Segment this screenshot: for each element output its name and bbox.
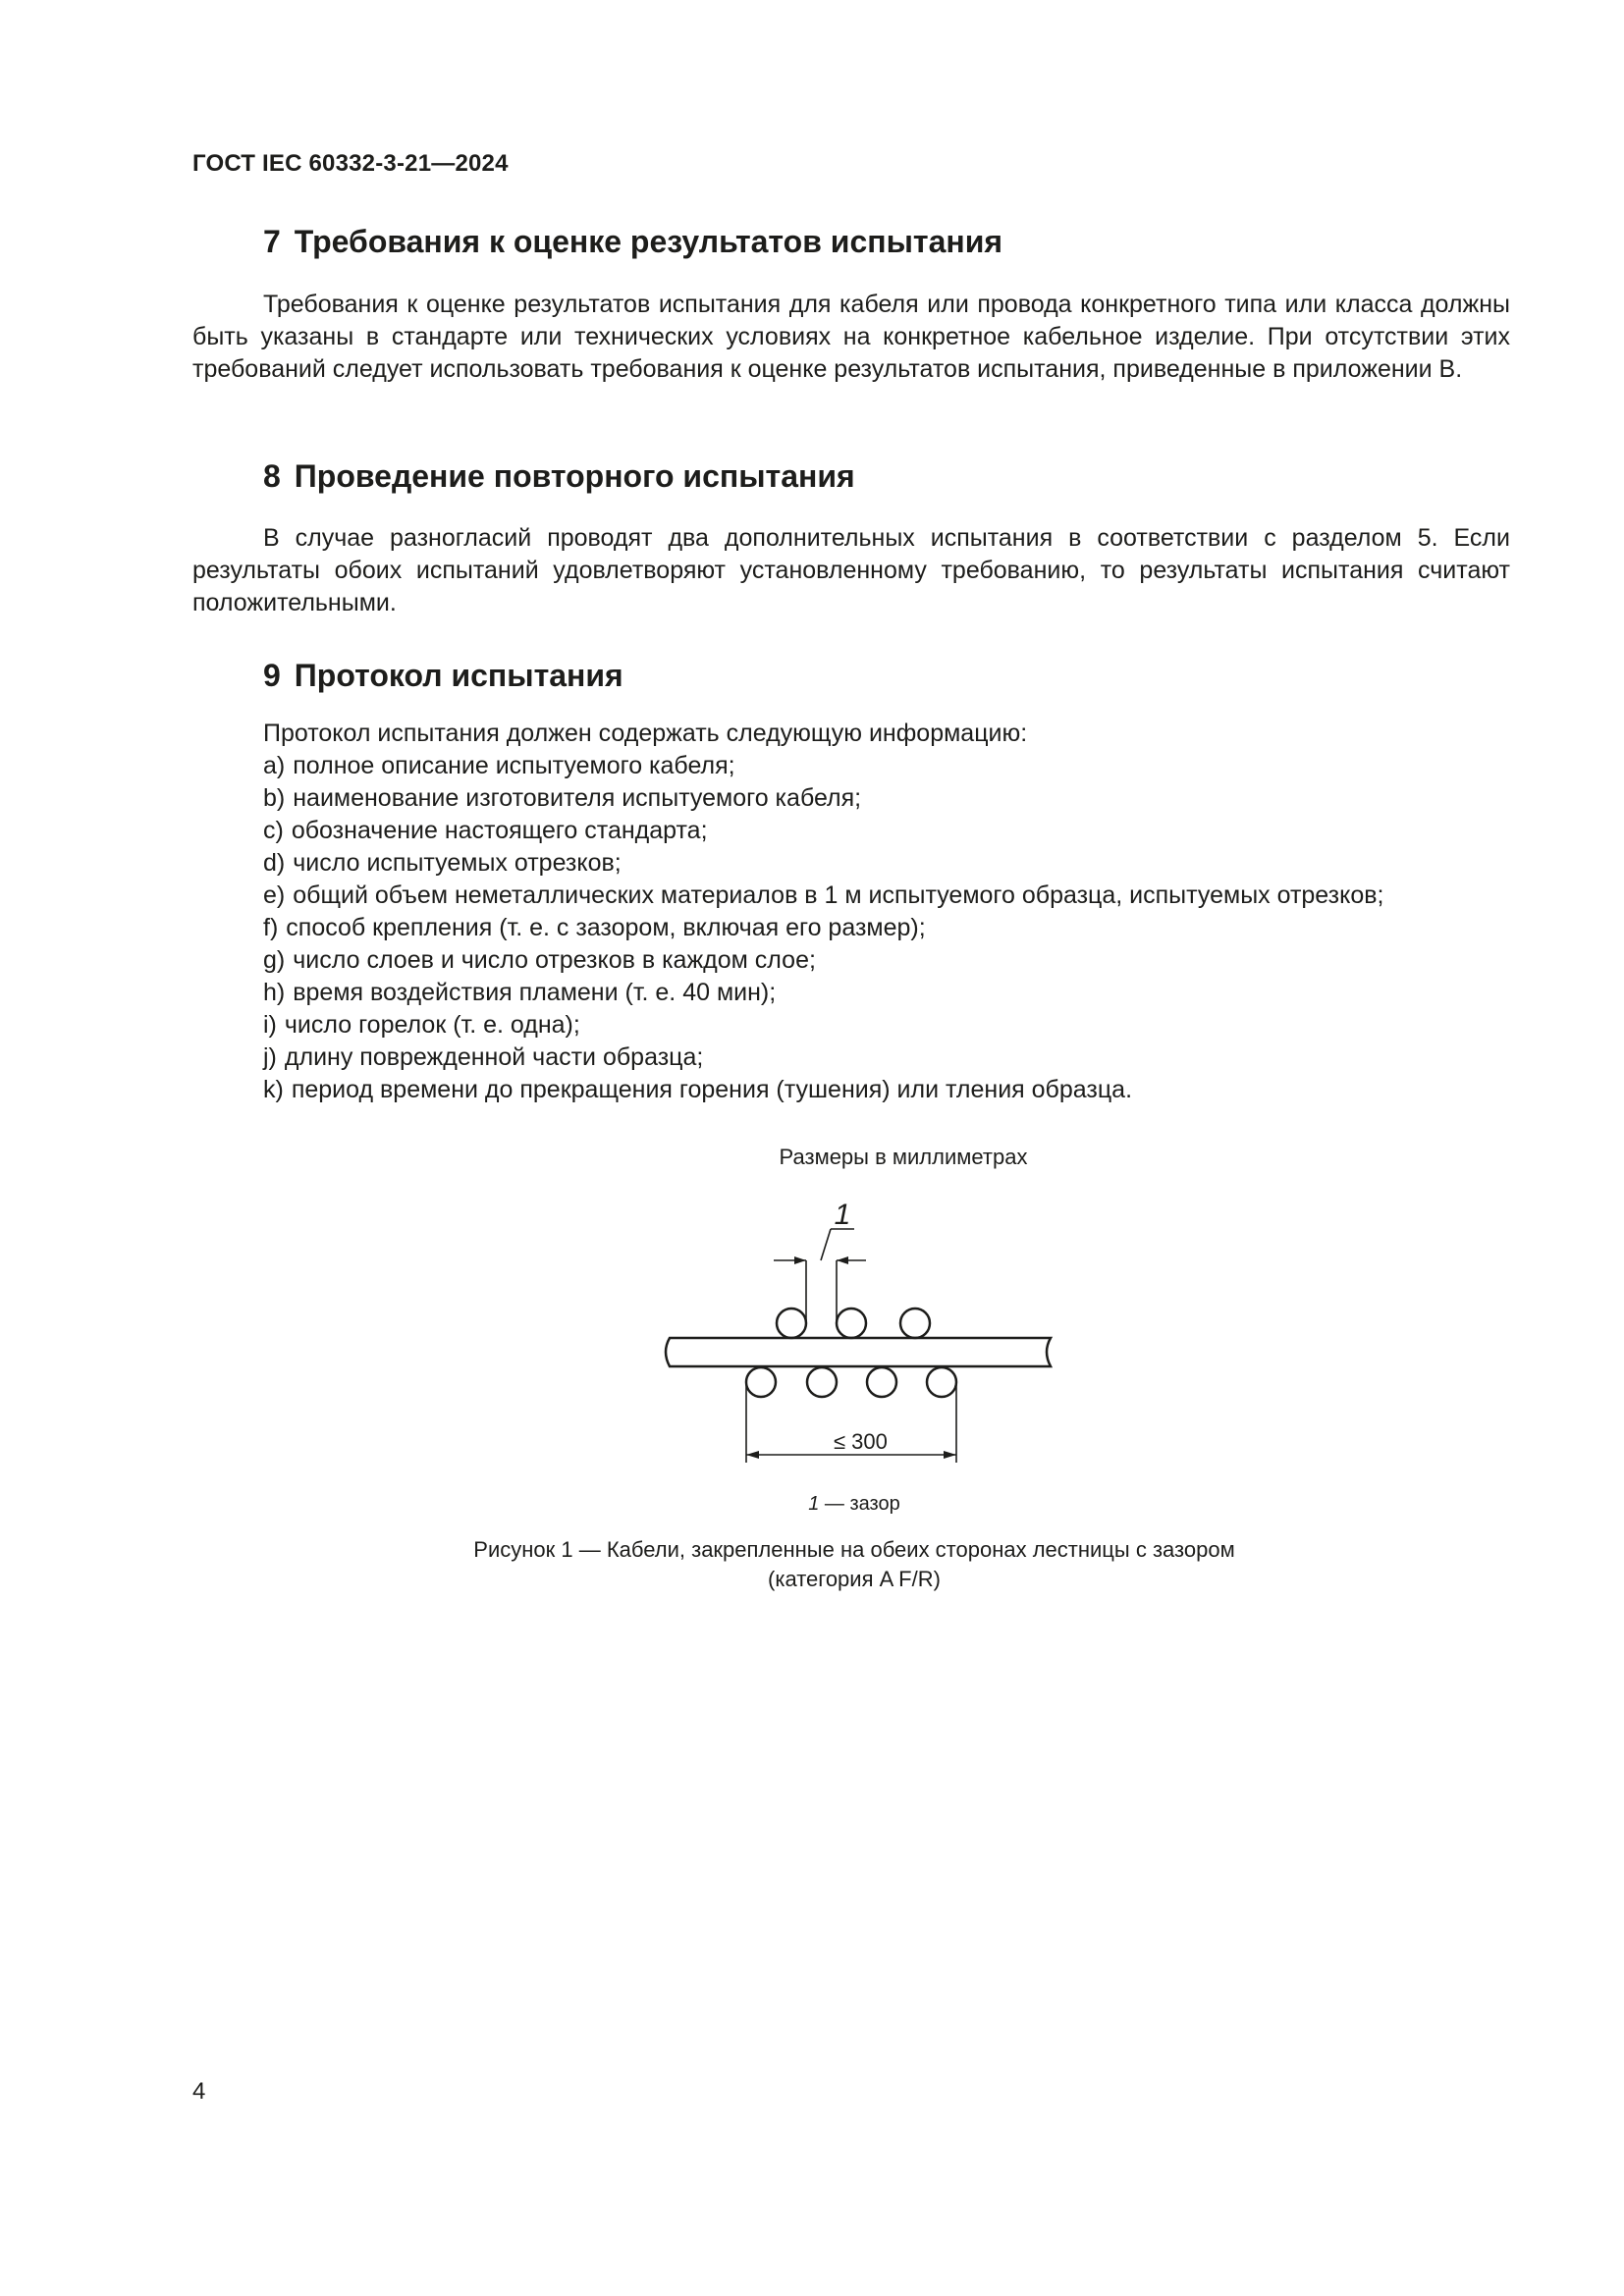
section-7-heading bbox=[263, 224, 1002, 260]
list-item: i) число горелок (т. е. одна); bbox=[263, 1011, 580, 1039]
list-item: g) число слоев и число отрезков в каждом слое; bbox=[263, 946, 816, 974]
section-8-paragraph: В случае разногласий проводят два дополнительных испытания в соответствии с разделом 5. Если результаты обоих испытаний удовлетворяют установленному требованию, то результаты испытания считают положительными. bbox=[192, 524, 1510, 616]
upper-cable bbox=[777, 1308, 806, 1338]
figure-caption-line-2: (категория A F/R) bbox=[768, 1567, 941, 1591]
section-7-number: 7 bbox=[263, 224, 281, 259]
upper-cable bbox=[900, 1308, 930, 1338]
section-8-heading bbox=[263, 458, 855, 495]
lower-cable bbox=[927, 1367, 956, 1397]
cable-ladder-figure bbox=[648, 1178, 1060, 1482]
lower-cable bbox=[867, 1367, 896, 1397]
figure-units-note: Размеры в миллиметрах bbox=[779, 1145, 1028, 1169]
section-9-heading bbox=[263, 658, 623, 694]
lower-cable bbox=[807, 1367, 837, 1397]
gap-callout-number: 1 bbox=[834, 1199, 851, 1231]
list-item: а) полное описание испытуемого кабеля; bbox=[263, 752, 735, 779]
list-item: d) число испытуемых отрезков; bbox=[263, 849, 622, 877]
page-number: 4 bbox=[192, 2078, 206, 2105]
document-header: ГОСТ IEC 60332-3-21—2024 bbox=[192, 150, 509, 177]
list-item: с) обозначение настоящего стандарта; bbox=[263, 817, 708, 844]
upper-cable bbox=[837, 1308, 866, 1338]
section-8-number: 8 bbox=[263, 458, 281, 494]
ladder-rung bbox=[666, 1338, 1051, 1366]
list-intro: Протокол испытания должен содержать следующую информацию: bbox=[263, 720, 1028, 747]
section-8-title: Проведение повторного испытания bbox=[294, 458, 855, 494]
dimension-label: ≤ 300 bbox=[834, 1429, 888, 1454]
figure-legend bbox=[609, 1493, 1100, 1516]
legend-text: — зазор bbox=[819, 1493, 900, 1515]
figure-caption-line-1: Рисунок 1 — Кабели, закрепленные на обеих сторонах лестницы с зазором bbox=[473, 1537, 1235, 1562]
list-item: е) общий объем неметаллических материалов в 1 м испытуемого образца, испытуемых отрезков; bbox=[263, 881, 1384, 909]
lower-cable bbox=[746, 1367, 776, 1397]
list-item: h) время воздействия пламени (т. е. 40 мин); bbox=[263, 979, 777, 1006]
section-9-title: Протокол испытания bbox=[294, 658, 623, 693]
report-requirements-list bbox=[263, 718, 1540, 1106]
legend-number: 1 bbox=[808, 1493, 820, 1515]
list-item: f) способ крепления (т. е. с зазором, включая его размер); bbox=[263, 914, 926, 941]
figure-caption bbox=[353, 1535, 1355, 1594]
section-9-number: 9 bbox=[263, 658, 281, 693]
list-item: k) период времени до прекращения горения (тушения) или тления образца. bbox=[263, 1076, 1133, 1103]
section-7-title: Требования к оценке результатов испытания bbox=[294, 224, 1003, 259]
section-7-paragraph: Требования к оценке результатов испытания для кабеля или провода конкретного типа или класса должны быть указаны в стандарте или технических условиях на конкретное кабельное изделие. При отсутствии этих требований следует использовать требования к оценке результатов испытания, приведенные в приложении B. bbox=[192, 291, 1510, 383]
list-item: j) длину поврежденной части образца; bbox=[263, 1043, 704, 1071]
list-item: b) наименование изготовителя испытуемого кабеля; bbox=[263, 784, 862, 812]
